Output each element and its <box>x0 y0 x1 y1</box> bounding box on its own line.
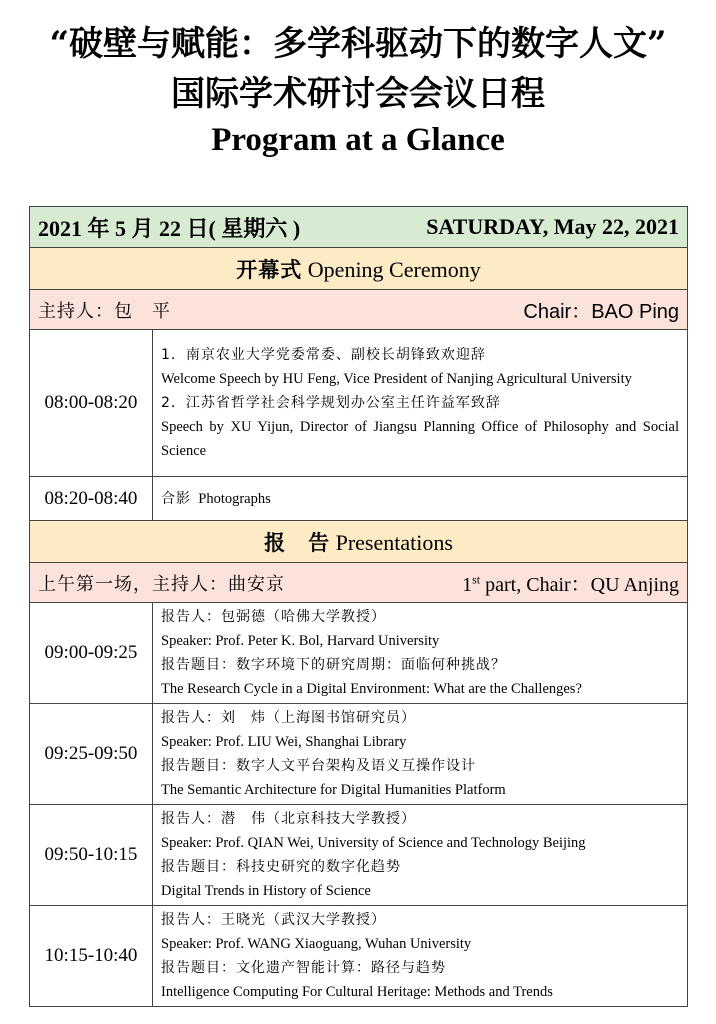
talk-row <box>30 805 688 906</box>
speaker-zh: 报告人：潜 伟（北京科技大学教授） <box>161 811 416 827</box>
opening-title-zh: 开幕式 <box>236 257 303 282</box>
presentations-section-row <box>30 521 688 563</box>
schedule-table <box>29 206 688 1007</box>
topic-zh: 报告题目：文化遗产智能计算：路径与趋势 <box>161 960 446 976</box>
topic-en: Intelligence Computing For Cultural Heritage: Methods and Trends <box>161 984 553 1000</box>
day-header-row <box>30 207 688 248</box>
topic-en: The Research Cycle in a Digital Environment: What are the Challenges? <box>161 681 582 697</box>
talk-content <box>153 603 688 704</box>
session-chair-zh: 上午第一场，主持人：曲安京 <box>38 573 285 595</box>
speech-2-zh: 2．江苏省哲学社会科学规划办公室主任许益军致辞 <box>161 395 501 411</box>
speaker-zh: 报告人：包弼德（哈佛大学教授） <box>161 609 386 625</box>
schedule-row <box>30 477 688 521</box>
time-slot: 10:15-10:40 <box>30 906 153 1007</box>
opening-section-row <box>30 248 688 290</box>
time-slot: 09:50-10:15 <box>30 805 153 906</box>
date-zh: 2021 年 5 月 22 日( 星期六 ) <box>38 215 301 241</box>
schedule-title: 国际学术研讨会会议日程 <box>171 74 545 114</box>
slot-content <box>153 330 688 477</box>
photo-zh: 合影 <box>161 490 191 507</box>
time-slot: 09:00-09:25 <box>30 603 153 704</box>
speaker-zh: 报告人：刘 炜（上海图书馆研究员） <box>161 710 416 726</box>
presentations-title-en: Presentations <box>335 529 453 555</box>
opening-title-en: Opening Ceremony <box>307 256 481 282</box>
slot-content <box>153 477 688 521</box>
date-en: SATURDAY, May 22, 2021 <box>426 214 680 239</box>
session-chair-en: 1st part, Chair：QU Anjing <box>462 572 680 596</box>
talk-content <box>153 906 688 1007</box>
speech-2-en: Speech by XU Yijun, Director of Jiangsu Planning Office of Philosophy and Social Science <box>161 419 680 459</box>
topic-zh: 报告题目：数字人文平台架构及语义互操作设计 <box>161 758 476 774</box>
photo-en: Photographs <box>198 490 271 507</box>
opening-chair-zh: 主持人：包 平 <box>38 300 171 322</box>
schedule-row <box>30 330 688 477</box>
talk-row <box>30 906 688 1007</box>
time-slot: 08:20-08:40 <box>30 477 153 521</box>
speaker-en: Speaker: Prof. Peter K. Bol, Harvard University <box>161 633 440 649</box>
talk-content <box>153 805 688 906</box>
talk-row <box>30 603 688 704</box>
speaker-en: Speaker: Prof. LIU Wei, Shanghai Library <box>161 734 407 750</box>
time-slot: 09:25-09:50 <box>30 704 153 805</box>
speech-1-zh: 1．南京农业大学党委常委、副校长胡锋致欢迎辞 <box>161 347 486 363</box>
talk-row <box>30 704 688 805</box>
presentations-title-zh: 报 告 <box>264 530 331 555</box>
speaker-zh: 报告人：王晓光（武汉大学教授） <box>161 912 386 928</box>
topic-zh: 报告题目：科技史研究的数字化趋势 <box>161 859 401 875</box>
speech-1-en: Welcome Speech by HU Feng, Vice President of Nanjing Agricultural University <box>161 371 632 387</box>
topic-zh: 报告题目：数字环境下的研究周期：面临何种挑战？ <box>161 657 506 673</box>
opening-chair-en: Chair：BAO Ping <box>523 301 680 323</box>
conference-title: “破壁与赋能：多学科驱动下的数字人文” <box>49 24 667 64</box>
opening-chair-row <box>30 290 688 330</box>
time-slot: 08:00-08:20 <box>30 330 153 477</box>
session-chair-row <box>30 563 688 603</box>
speaker-en: Speaker: Prof. WANG Xiaoguang, Wuhan University <box>161 936 472 952</box>
talk-content <box>153 704 688 805</box>
program-title: Program at a Glance <box>211 122 505 158</box>
speaker-en: Speaker: Prof. QIAN Wei, University of Science and Technology Beijing <box>161 835 586 851</box>
topic-en: Digital Trends in History of Science <box>161 883 371 899</box>
topic-en: The Semantic Architecture for Digital Humanities Platform <box>161 782 506 798</box>
